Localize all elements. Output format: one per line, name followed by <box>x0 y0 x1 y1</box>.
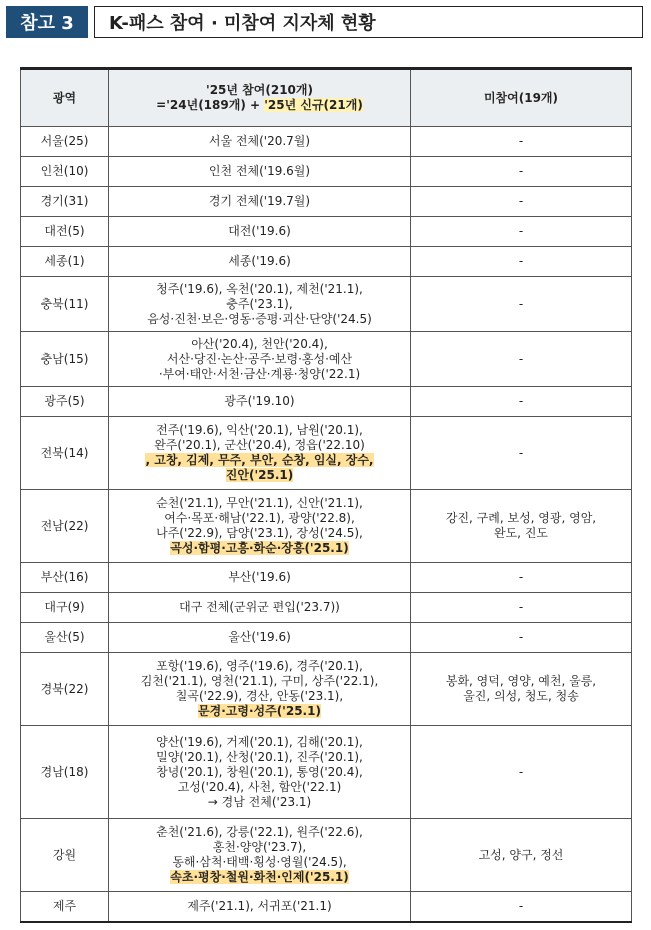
region-cell: 광주(5) <box>21 387 109 417</box>
nonjoin-line: - <box>518 164 524 178</box>
joined-line: 경기 전체('19.7월) <box>208 194 311 208</box>
region-cell: 충북(11) <box>21 277 109 332</box>
region-cell: 세종(1) <box>21 247 109 277</box>
joined-cell <box>109 563 411 593</box>
joined-line: 세종('19.6) <box>228 254 291 268</box>
region-cell: 제주 <box>21 892 109 922</box>
nonjoin-cell <box>411 819 632 892</box>
joined-new-line: 속초·평창·철원·화천·인제('25.1) <box>170 870 349 884</box>
table-row <box>21 726 632 819</box>
region-cell: 경기(31) <box>21 187 109 217</box>
joined-line: 부산('19.6) <box>228 570 291 584</box>
region-cell: 대구(9) <box>21 593 109 623</box>
region-cell: 전북(14) <box>21 417 109 490</box>
nonjoin-line: - <box>518 224 524 238</box>
joined-cell <box>109 187 411 217</box>
nonjoin-cell <box>411 593 632 623</box>
nonjoin-line: - <box>518 296 524 311</box>
joined-line: 대구 전체(군위군 편입('23.7)) <box>179 600 340 614</box>
joined-line: 음성·진천·보은·영동·증평·괴산·단양('24.5) <box>147 311 372 326</box>
nonjoin-cell <box>411 623 632 653</box>
col-region-header: 광역 <box>21 69 109 127</box>
joined-line: 나주('22.9), 담양('23.1), 장성('24.5), <box>156 526 363 540</box>
joined-cell <box>109 127 411 157</box>
nonjoin-cell <box>411 217 632 247</box>
nonjoin-cell <box>411 490 632 563</box>
joined-cell <box>109 417 411 490</box>
table-row <box>21 819 632 892</box>
joined-line: 동해·삼척·태백·횡성·영월('24.5), <box>172 855 347 869</box>
col-join-line2a: ='24년(189개) + <box>156 98 265 112</box>
joined-line: 울산('19.6) <box>228 630 291 644</box>
nonjoin-cell <box>411 247 632 277</box>
col-join-header <box>109 69 411 127</box>
nonjoin-line: 울진, 의성, 청도, 청송 <box>463 689 579 703</box>
joined-line: 서울 전체('20.7월) <box>208 134 311 148</box>
nonjoin-line: - <box>518 351 524 366</box>
nonjoin-line: - <box>518 445 524 460</box>
joined-cell <box>109 819 411 892</box>
table-row <box>21 217 632 247</box>
joined-line: 전주('19.6), 익산('20.1), 남원('20.1), <box>156 423 363 437</box>
joined-line: 포항('19.6), 영주('19.6), 경주('20.1), <box>156 659 363 673</box>
joined-line: 칠곡('22.9), 경산, 안동('23.1), <box>175 689 344 703</box>
table-row <box>21 187 632 217</box>
joined-line: 완주('20.1), 군산('20.4), 정읍('22.10) <box>154 438 365 452</box>
nonjoin-cell <box>411 726 632 819</box>
joined-cell <box>109 490 411 563</box>
table-row <box>21 387 632 417</box>
region-cell: 부산(16) <box>21 563 109 593</box>
joined-line: 김천('21.1), 영천('21.1), 구미, 상주('22.1), <box>140 674 379 688</box>
nonjoin-cell <box>411 157 632 187</box>
joined-cell <box>109 277 411 332</box>
joined-line: 밀양('20.1), 산청('20.1), 진주('20.1), <box>156 749 363 764</box>
joined-line: 창녕('20.1), 창원('20.1), 통영('20.4), <box>156 764 363 779</box>
region-cell: 서울(25) <box>21 127 109 157</box>
table-row <box>21 332 632 387</box>
joined-line: → 경남 전체('23.1) <box>207 794 312 809</box>
joined-line: 순천('21.1), 무안('21.1), 신안('21.1), <box>156 496 363 510</box>
table-row <box>21 892 632 922</box>
nonjoin-line: 강진, 구례, 보성, 영광, 영암, <box>445 511 597 525</box>
col-join-line1: '25년 참여(210개) <box>206 83 313 97</box>
nonjoin-cell <box>411 187 632 217</box>
col-join-line2b: '25년 신규(21개) <box>264 98 363 112</box>
joined-line: 청주('19.6), 옥천('20.1), 제천('21.1), <box>156 281 363 296</box>
nonjoin-cell <box>411 387 632 417</box>
table-row <box>21 593 632 623</box>
table-row <box>21 127 632 157</box>
joined-line: ·부여·태안·서천·금산·계룡·청양('22.1) <box>158 366 361 381</box>
joined-cell <box>109 387 411 417</box>
joined-cell <box>109 217 411 247</box>
joined-cell <box>109 653 411 726</box>
header <box>6 6 643 38</box>
nonjoin-line: - <box>518 570 524 584</box>
nonjoin-line: - <box>518 898 524 913</box>
table-row <box>21 563 632 593</box>
table-row <box>21 157 632 187</box>
joined-cell <box>109 726 411 819</box>
nonjoin-line: - <box>518 254 524 268</box>
nonjoin-line: - <box>518 630 524 644</box>
region-cell: 경남(18) <box>21 726 109 819</box>
region-cell: 충남(15) <box>21 332 109 387</box>
joined-line: 광주('19.10) <box>224 394 295 408</box>
region-cell: 전남(22) <box>21 490 109 563</box>
nonjoin-line: 봉화, 영덕, 영양, 예천, 울릉, <box>445 674 597 688</box>
joined-line: 춘천('21.6), 강릉('22.1), 원주('22.6), <box>156 825 363 839</box>
joined-line: 서산·당진·논산·공주·보령·홍성·예산 <box>166 351 353 366</box>
joined-cell <box>109 593 411 623</box>
nonjoin-cell <box>411 653 632 726</box>
nonjoin-cell <box>411 892 632 922</box>
nonjoin-cell <box>411 332 632 387</box>
joined-cell <box>109 157 411 187</box>
joined-new-line: , 고창, 김제, 무주, 부안, 순창, 임실, 장수, <box>145 453 374 467</box>
region-cell: 대전(5) <box>21 217 109 247</box>
reference-tag: 참고 3 <box>6 6 88 38</box>
col-nonjoin-header: 미참여(19개) <box>411 69 632 127</box>
joined-line: 제주('21.1), 서귀포('21.1) <box>187 898 332 913</box>
table-row <box>21 417 632 490</box>
participation-table <box>20 67 632 923</box>
joined-line: 양산('19.6), 거제('20.1), 김해('20.1), <box>156 734 363 749</box>
joined-line: 아산('20.4), 천안('20.4), <box>191 336 328 351</box>
table-header-row <box>21 69 632 127</box>
region-cell: 울산(5) <box>21 623 109 653</box>
nonjoin-line: - <box>518 134 524 148</box>
table-row <box>21 490 632 563</box>
joined-line: 대전('19.6) <box>228 224 291 238</box>
region-cell: 경북(22) <box>21 653 109 726</box>
joined-new-line: 진안('25.1) <box>225 468 294 482</box>
joined-new-line: 문경·고령·성주('25.1) <box>198 704 321 718</box>
joined-cell <box>109 247 411 277</box>
table-row <box>21 623 632 653</box>
nonjoin-cell <box>411 277 632 332</box>
region-cell: 인천(10) <box>21 157 109 187</box>
table-row <box>21 247 632 277</box>
nonjoin-line: 완도, 진도 <box>494 526 548 540</box>
joined-cell <box>109 892 411 922</box>
page-title: K-패스 참여 · 미참여 지자체 현황 <box>94 6 643 38</box>
region-cell: 강원 <box>21 819 109 892</box>
joined-line: 충주('23.1), <box>226 296 293 311</box>
joined-new-line: 곡성·함평·고흥·화순·장흥('25.1) <box>170 541 349 555</box>
nonjoin-line: - <box>518 394 524 408</box>
nonjoin-cell <box>411 417 632 490</box>
joined-line: 여수·목포·해남('22.1), 광양('22.8), <box>164 511 355 525</box>
joined-line: 인천 전체('19.6월) <box>208 164 311 178</box>
joined-cell <box>109 623 411 653</box>
nonjoin-cell <box>411 127 632 157</box>
joined-line: 고성('20.4), 사천, 함안('22.1) <box>177 779 342 794</box>
nonjoin-line: - <box>518 600 524 614</box>
joined-line: 홍천·양양('23.7), <box>212 840 307 854</box>
table-row <box>21 653 632 726</box>
nonjoin-line: 고성, 양구, 정선 <box>478 847 564 862</box>
nonjoin-line: - <box>518 764 524 779</box>
nonjoin-line: - <box>518 194 524 208</box>
table-row <box>21 277 632 332</box>
nonjoin-cell <box>411 563 632 593</box>
joined-cell <box>109 332 411 387</box>
